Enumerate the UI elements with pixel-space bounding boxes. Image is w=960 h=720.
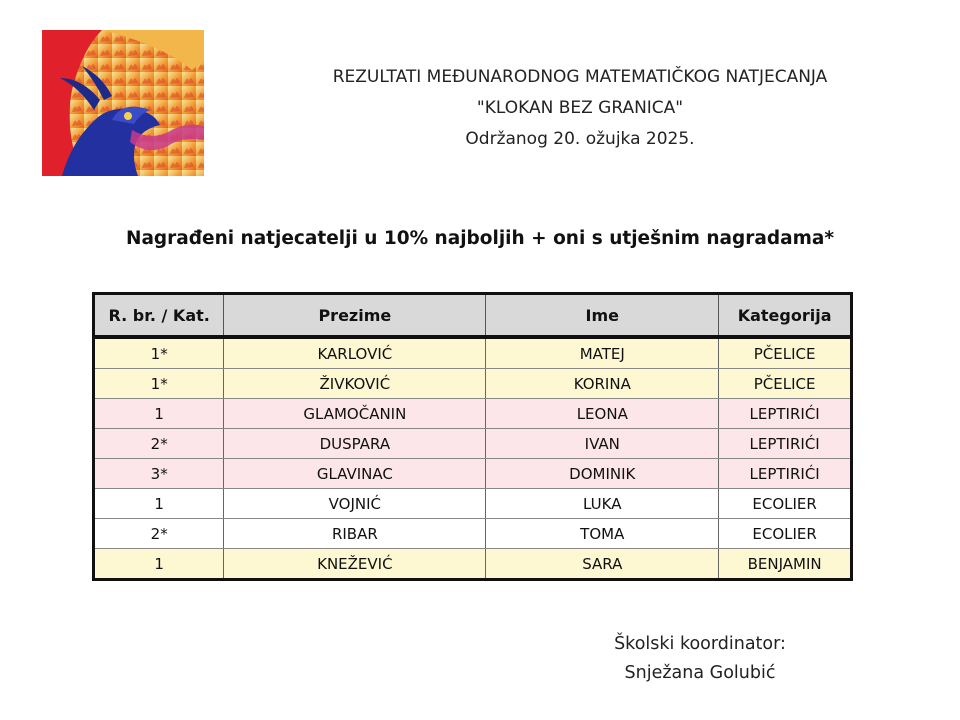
table-header-row bbox=[94, 294, 852, 338]
document-header bbox=[260, 62, 900, 155]
table-row bbox=[94, 459, 852, 489]
results-table bbox=[92, 292, 853, 581]
category-cell: PČELICE bbox=[719, 337, 852, 369]
awarded-contestants-heading: Nagrađeni natjecatelji u 10% najboljih + oni s utješnim nagradama* bbox=[125, 228, 835, 249]
column-header-category: Kategorija bbox=[719, 294, 852, 338]
header-competition-name: "KLOKAN BEZ GRANICA" bbox=[476, 98, 684, 118]
header-date: Održanog 20. ožujka 2025. bbox=[465, 129, 695, 149]
rank-cell: 1 bbox=[94, 489, 224, 519]
rank-cell: 2* bbox=[94, 429, 224, 459]
category-cell: BENJAMIN bbox=[719, 549, 852, 580]
column-header-rank: R. br. / Kat. bbox=[94, 294, 224, 338]
rank-cell: 1* bbox=[94, 337, 224, 369]
table-row bbox=[94, 519, 852, 549]
column-header-surname: Prezime bbox=[224, 294, 486, 338]
header-title: REZULTATI MEĐUNARODNOG MATEMATIČKOG NATJECANJA bbox=[332, 67, 828, 87]
coordinator-role: Školski koordinator: bbox=[614, 634, 786, 654]
kangaroo-logo-icon bbox=[42, 30, 204, 176]
surname-cell: VOJNIĆ bbox=[224, 489, 486, 519]
table-row bbox=[94, 369, 852, 399]
surname-cell: KARLOVIĆ bbox=[224, 337, 486, 369]
name-cell: TOMA bbox=[486, 519, 719, 549]
column-header-name: Ime bbox=[486, 294, 719, 338]
category-cell: LEPTIRIĆI bbox=[719, 399, 852, 429]
name-cell: SARA bbox=[486, 549, 719, 580]
surname-cell: DUSPARA bbox=[224, 429, 486, 459]
category-cell: LEPTIRIĆI bbox=[719, 429, 852, 459]
category-cell: ECOLIER bbox=[719, 489, 852, 519]
table-row bbox=[94, 337, 852, 369]
name-cell: KORINA bbox=[486, 369, 719, 399]
name-cell: IVAN bbox=[486, 429, 719, 459]
table-row bbox=[94, 429, 852, 459]
surname-cell: GLAMOČANIN bbox=[224, 399, 486, 429]
coordinator-signature-block bbox=[560, 630, 840, 688]
name-cell: LEONA bbox=[486, 399, 719, 429]
surname-cell: ŽIVKOVIĆ bbox=[224, 369, 486, 399]
surname-cell: KNEŽEVIĆ bbox=[224, 549, 486, 580]
rank-cell: 1* bbox=[94, 369, 224, 399]
table-row bbox=[94, 399, 852, 429]
name-cell: DOMINIK bbox=[486, 459, 719, 489]
surname-cell: GLAVINAC bbox=[224, 459, 486, 489]
table-row bbox=[94, 489, 852, 519]
category-cell: LEPTIRIĆI bbox=[719, 459, 852, 489]
coordinator-name: Snježana Golubić bbox=[624, 663, 776, 683]
rank-cell: 1 bbox=[94, 399, 224, 429]
rank-cell: 2* bbox=[94, 519, 224, 549]
rank-cell: 3* bbox=[94, 459, 224, 489]
category-cell: ECOLIER bbox=[719, 519, 852, 549]
surname-cell: RIBAR bbox=[224, 519, 486, 549]
name-cell: LUKA bbox=[486, 489, 719, 519]
category-cell: PČELICE bbox=[719, 369, 852, 399]
table-row bbox=[94, 549, 852, 580]
name-cell: MATEJ bbox=[486, 337, 719, 369]
rank-cell: 1 bbox=[94, 549, 224, 580]
